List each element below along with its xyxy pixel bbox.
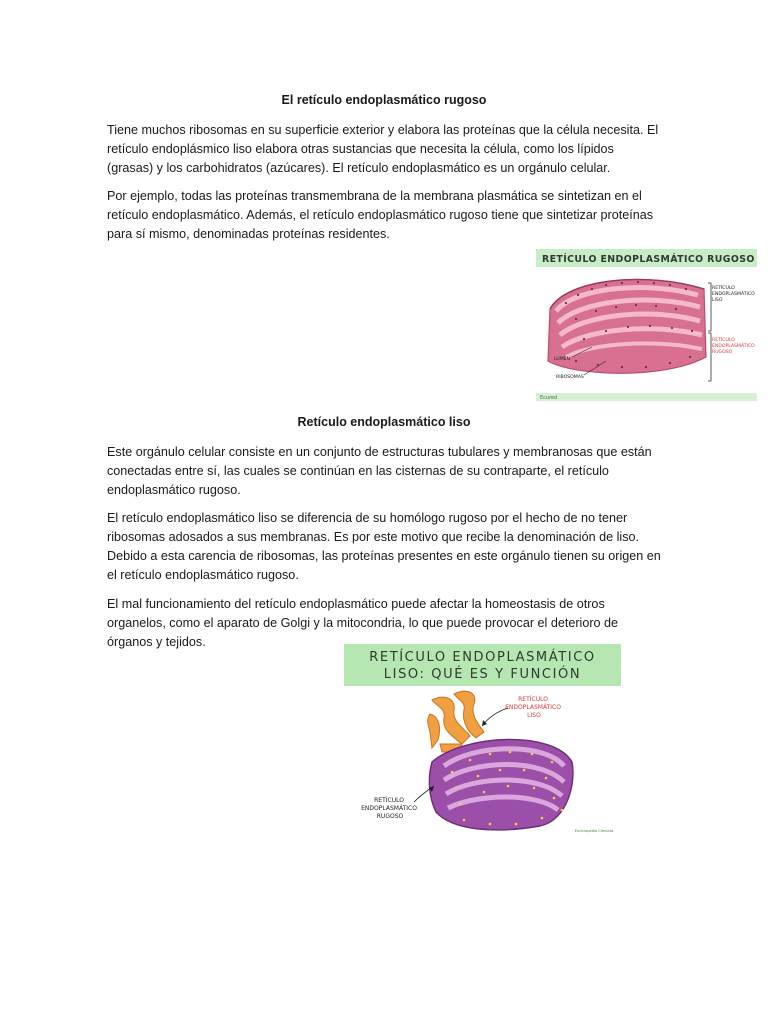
label-ribosomes: RIBOSOMAS	[556, 375, 584, 380]
label-rough-er-line: ENDOPLASMÁTICO	[712, 344, 755, 349]
rough-er-diagram	[536, 249, 757, 401]
label-smooth-er-line: RETÍCULO	[518, 696, 548, 703]
paragraph: El retículo endoplasmático liso se diferencia de su homólogo rugoso por el hecho de no tener ribosomas adosados a sus membranas. Es por este motivo que recibe la denominación de liso. Debido a esta carencia de ribosomas, las proteínas presentes en este orgánulo tienen su origen en el retículo endoplasmático rugoso.	[107, 511, 661, 582]
label-rough-er-line: RETÍCULO	[712, 338, 735, 343]
smooth-er-figure	[344, 644, 621, 840]
paragraph: Por ejemplo, todas las proteínas transmembrana de la membrana plasmática se sintetizan en el retículo endoplasmático. Además, el retículo endoplasmático rugoso tiene que sintetizar proteínas para sí mismo, denominadas proteínas residentes.	[107, 189, 654, 241]
figure-credit: Enciclopedia Ciencias	[574, 829, 614, 833]
figure-title-line: LISO: QUÉ ES Y FUNCIÓN	[383, 667, 582, 682]
label-rough-er-line: ENDOPLASMÁTICO	[361, 805, 417, 812]
label-smooth-er-line: LISO	[527, 712, 541, 719]
label-rough-er-line: RETÍCULO	[374, 797, 404, 804]
figure-credit: Ecured	[540, 395, 558, 401]
paragraph: El mal funcionamiento del retículo endoplasmático puede afectar la homeostasis de otros organelos, como el aparato de Golgi y la mitocondria, lo que puede provocar el deterioro de órganos y tejidos.	[107, 597, 619, 649]
label-lumen: LUMEN	[554, 357, 570, 362]
label-rough-er-line: RUGOSO	[712, 350, 733, 355]
label-smooth-er-line: ENDOPLASMÁTICO	[505, 704, 561, 711]
label-smooth-er-line: ENDOPLASMÁTICO	[712, 292, 755, 297]
section-title-rough-er: El retículo endoplasmático rugoso	[281, 93, 487, 107]
figure-title: RETÍCULO ENDOPLASMÁTICO RUGOSO	[542, 254, 755, 265]
rough-er-figure	[536, 249, 757, 401]
paragraph: Este orgánulo celular consiste en un conjunto de estructuras tubulares y membranosas que están conectadas entre sí, las cuales se continúan en las cisternas de su contraparte, el retículo endoplasmático rugoso.	[107, 445, 652, 497]
figure-title-line: RETÍCULO ENDOPLASMÁTICO	[369, 650, 596, 665]
label-smooth-er-line: LISO	[712, 298, 723, 303]
label-smooth-er-line: RETÍCULO	[712, 286, 735, 291]
label-rough-er-line: RUGOSO	[376, 813, 404, 820]
section-title-smooth-er: Retículo endoplasmático liso	[297, 415, 471, 429]
smooth-er-diagram	[344, 644, 621, 840]
paragraph: Tiene muchos ribosomas en su superficie exterior y elabora las proteínas que la célula necesita. El retículo endoplásmico liso elabora otras sustancias que necesita la célula, como los lípidos (grasas) y los carbohidratos (azúcares). El retículo endoplasmático es un orgánulo celular.	[107, 123, 659, 175]
